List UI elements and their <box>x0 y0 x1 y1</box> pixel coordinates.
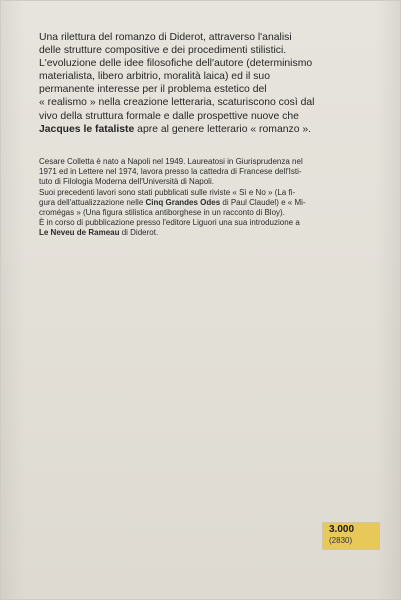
bio-line: Suoi precedenti lavori sono stati pubblicati sulle riviste « Sì e No » (La fi- <box>39 187 296 197</box>
bio-line: tuto di Filologia Moderna dell'Università di Napoli. <box>39 177 214 187</box>
blurb-line: « realismo » nella creazione letteraria, scaturiscono così dal <box>39 97 315 109</box>
neveu-title: Le Neveu de Rameau <box>39 228 120 238</box>
bio-line-part: gura dell'attualizzazione nelle <box>39 197 146 207</box>
blurb-paragraph <box>39 31 371 136</box>
price-sticker <box>323 523 379 549</box>
bio-line <box>39 198 371 208</box>
author-bio <box>39 157 371 239</box>
bio-line: Cesare Colletta è nato a Napoli nel 1949. Laureatosi in Giurisprudenza nel <box>39 157 303 166</box>
bio-line <box>39 228 371 238</box>
blurb-line: vivo della struttura formale e dalle prospettive nuove che <box>39 110 299 122</box>
blurb-line-rest: apre al genere letterario « romanzo ». <box>134 123 312 135</box>
book-title: Jacques le fataliste <box>39 123 135 135</box>
blurb-line: Una rilettura del romanzo di Diderot, attraverso l'analisi <box>39 32 292 43</box>
blurb-line: L'evoluzione delle idee filosofiche dell'autore (determinismo <box>39 58 313 70</box>
price-code: (2830) <box>329 536 353 545</box>
bio-line: cromégas » (Una figura stilistica antiborghese in un racconto di Bloy). <box>39 208 285 218</box>
blurb-line: permanente interesse per il problema estetico del <box>39 84 267 96</box>
odes-title: Cinq Grandes Odes <box>145 197 221 207</box>
bio-line-rest: di Diderot. <box>119 228 159 238</box>
bio-line: 1971 ed in Lettere nel 1974, lavora presso la cattedra di Francese dell'Isti- <box>39 167 302 177</box>
blurb-line: materialista, libero arbitrio, moralità laica) ed il suo <box>39 71 270 83</box>
blurb-line <box>39 123 371 136</box>
bio-line-part: di Paul Claudel) e « Mi- <box>220 197 306 207</box>
price-value: 3.000 <box>329 524 355 535</box>
bio-line: È in corso di pubblicazione presso l'editore Liguori una sua introduzione a <box>39 218 300 228</box>
blurb-line: delle strutture compositive e dei procedimenti stilistici. <box>39 45 287 57</box>
